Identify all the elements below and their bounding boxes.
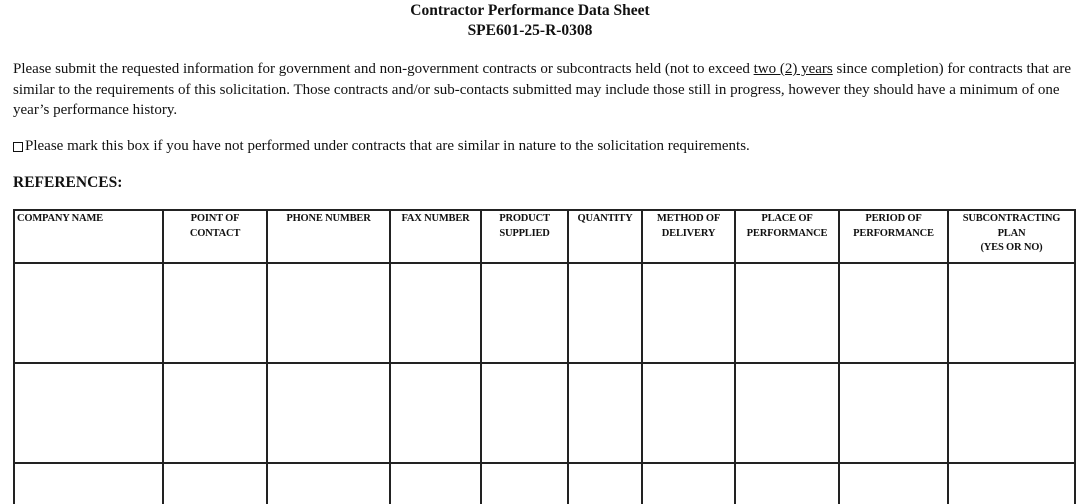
- column-header-period-of-performance: PERIOD OF PERFORMANCE: [839, 210, 948, 263]
- cell-product-supplied[interactable]: [481, 363, 568, 463]
- cell-phone-number[interactable]: [267, 463, 390, 504]
- column-header-product-supplied: PRODUCT SUPPLIED: [481, 210, 568, 263]
- document-title: Contractor Performance Data Sheet: [410, 2, 650, 19]
- cell-period-of-performance[interactable]: [839, 363, 948, 463]
- cell-subcontracting-plan[interactable]: [948, 463, 1075, 504]
- cell-product-supplied[interactable]: [481, 463, 568, 504]
- cell-company-name[interactable]: [14, 463, 163, 504]
- no-similar-contracts-option: [13, 136, 750, 156]
- references-heading: REFERENCES:: [13, 174, 123, 191]
- instructions-underlined-term: two (2) years: [753, 61, 833, 77]
- solicitation-number: SPE601-25-R-0308: [467, 22, 593, 39]
- cell-quantity[interactable]: [568, 363, 642, 463]
- cell-phone-number[interactable]: [267, 363, 390, 463]
- cell-point-of-contact[interactable]: [163, 463, 267, 504]
- cell-company-name[interactable]: [14, 263, 163, 363]
- cell-subcontracting-plan[interactable]: [948, 263, 1075, 363]
- instructions-paragraph: [13, 59, 1073, 121]
- cell-fax-number[interactable]: [390, 363, 481, 463]
- column-header-company-name: COMPANY NAME: [14, 210, 163, 263]
- cell-fax-number[interactable]: [390, 263, 481, 363]
- instructions-text-1: Please submit the requested information for government and non-government contracts or subcontracts held (not to exceed: [13, 61, 754, 77]
- table-header-row: [14, 210, 1075, 263]
- cell-period-of-performance[interactable]: [839, 263, 948, 363]
- cell-fax-number[interactable]: [390, 463, 481, 504]
- cell-place-of-performance[interactable]: [735, 363, 839, 463]
- column-header-point-of-contact: POINT OF CONTACT: [163, 210, 267, 263]
- cell-phone-number[interactable]: [267, 263, 390, 363]
- cell-place-of-performance[interactable]: [735, 263, 839, 363]
- table-row: [14, 263, 1075, 363]
- cell-subcontracting-plan[interactable]: [948, 363, 1075, 463]
- cell-method-of-delivery[interactable]: [642, 463, 735, 504]
- cell-place-of-performance[interactable]: [735, 463, 839, 504]
- cell-quantity[interactable]: [568, 263, 642, 363]
- no-similar-contracts-checkbox[interactable]: [13, 142, 23, 152]
- column-header-fax-number: FAX NUMBER: [390, 210, 481, 263]
- cell-point-of-contact[interactable]: [163, 263, 267, 363]
- checkbox-label: Please mark this box if you have not performed under contracts that are similar in nature to the solicitation requirements.: [25, 138, 750, 154]
- cell-period-of-performance[interactable]: [839, 463, 948, 504]
- cell-method-of-delivery[interactable]: [642, 363, 735, 463]
- column-header-subcontracting-plan: SUBCONTRACTING PLAN (YES OR NO): [948, 210, 1075, 263]
- references-table: [13, 209, 1076, 504]
- cell-quantity[interactable]: [568, 463, 642, 504]
- column-header-place-of-performance: PLACE OF PERFORMANCE: [735, 210, 839, 263]
- column-header-phone-number: PHONE NUMBER: [267, 210, 390, 263]
- instructions-text-2: since completion) for contracts that are similar to the requirements of this solicitation. Those contracts and/or sub-contacts submitted may include those still in progress, however they should have a minimum of one year’s performance history.: [13, 61, 1072, 118]
- cell-point-of-contact[interactable]: [163, 363, 267, 463]
- column-header-quantity: QUANTITY: [568, 210, 642, 263]
- table-row: [14, 363, 1075, 463]
- cell-product-supplied[interactable]: [481, 263, 568, 363]
- table-row: [14, 463, 1075, 504]
- column-header-method-of-delivery: METHOD OF DELIVERY: [642, 210, 735, 263]
- cell-company-name[interactable]: [14, 363, 163, 463]
- cell-method-of-delivery[interactable]: [642, 263, 735, 363]
